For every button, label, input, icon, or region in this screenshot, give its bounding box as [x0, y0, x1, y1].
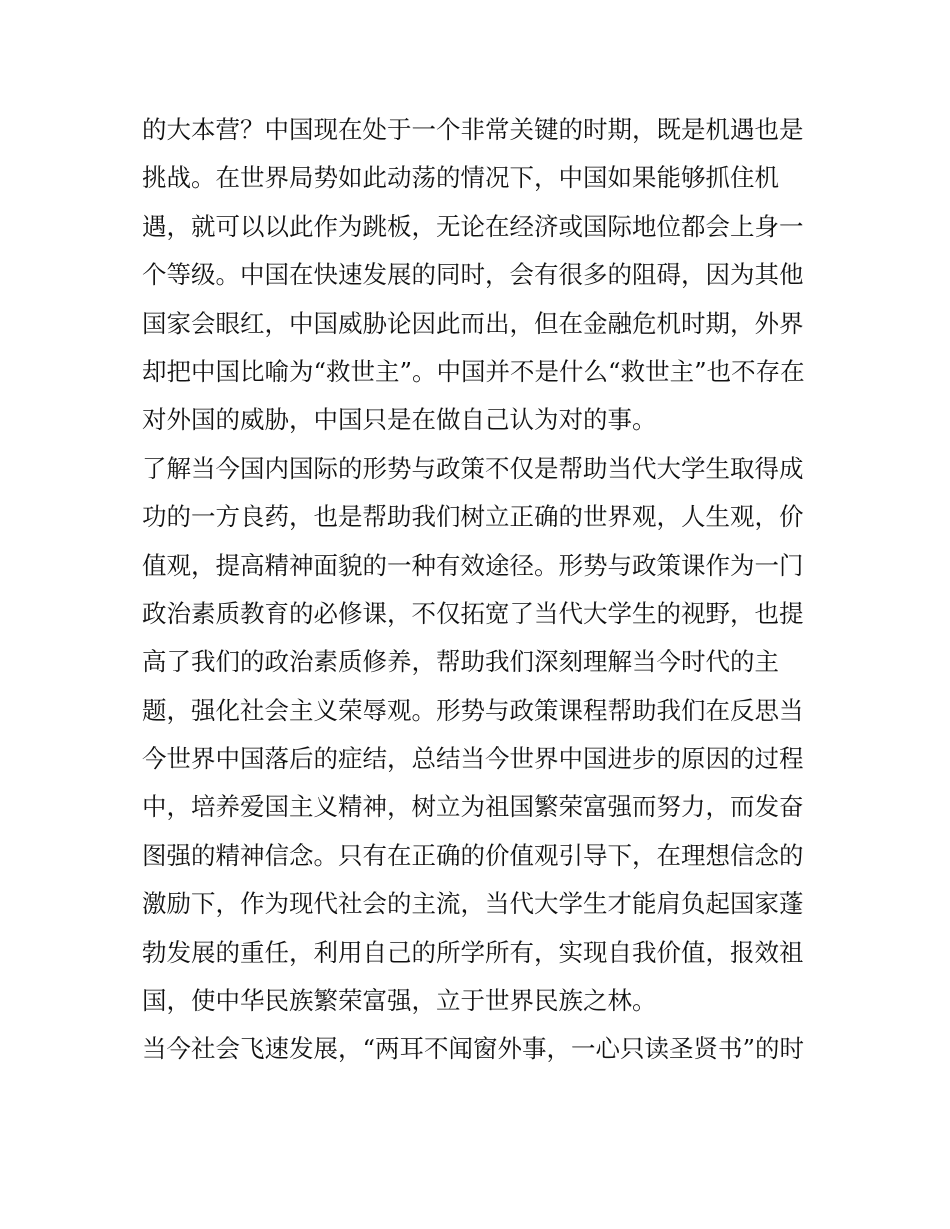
text-line: 高了我们的政治素质修养，帮助我们深刻理解当今时代的主 — [142, 647, 779, 677]
text-line: 当今社会飞速发展，“两耳不闻窗外事，一心只读圣贤书”的时 — [142, 1034, 805, 1064]
text-line: 中，培养爱国主义精神，树立为祖国繁荣富强而努力，而发奋 — [142, 792, 804, 822]
text-line: 国，使中华民族繁荣富强，立于世界民族之林。 — [142, 986, 657, 1016]
paragraph-2 — [142, 445, 810, 1026]
text-line: 值观，提高精神面貌的一种有效途径。形势与政策课作为一门 — [142, 550, 804, 580]
text-line: 勃发展的重任，利用自己的所学所有，实现自我价值，报效祖 — [142, 937, 804, 967]
text-line: 今世界中国落后的症结，总结当今世界中国进步的原因的过程 — [142, 744, 804, 774]
text-line: 挑战。在世界局势如此动荡的情况下，中国如果能够抓住机 — [142, 163, 779, 193]
text-line: 题，强化社会主义荣辱观。形势与政策课程帮助我们在反思当 — [142, 695, 804, 725]
text-line: 图强的精神信念。只有在正确的价值观引导下，在理想信念的 — [142, 840, 804, 870]
text-line: 遇，就可以以此作为跳板，无论在经济或国际地位都会上身一 — [142, 211, 804, 241]
text-line: 对外国的威胁，中国只是在做自己认为对的事。 — [142, 405, 657, 435]
paragraph-1 — [142, 106, 810, 445]
text-line: 功的一方良药，也是帮助我们树立正确的世界观，人生观，价 — [142, 502, 804, 532]
text-line: 个等级。中国在快速发展的同时，会有很多的阻碍，因为其他 — [142, 260, 804, 290]
text-line: 激励下，作为现代社会的主流，当代大学生才能肩负起国家蓬 — [142, 889, 804, 919]
text-line: 国家会眼红，中国威胁论因此而出，但在金融危机时期，外界 — [142, 308, 804, 338]
text-line: 政治素质教育的必修课，不仅拓宽了当代大学生的视野，也提 — [142, 598, 804, 628]
paragraph-3 — [142, 1025, 810, 1073]
text-line: 了解当今国内国际的形势与政策不仅是帮助当代大学生取得成 — [142, 453, 804, 483]
text-line: 却把中国比喻为“救世主”。中国并不是什么“救世主”也不存在 — [142, 356, 805, 386]
text-line: 的大本营？中国现在处于一个非常关键的时期，既是机遇也是 — [142, 115, 804, 144]
document-body — [142, 106, 810, 1074]
